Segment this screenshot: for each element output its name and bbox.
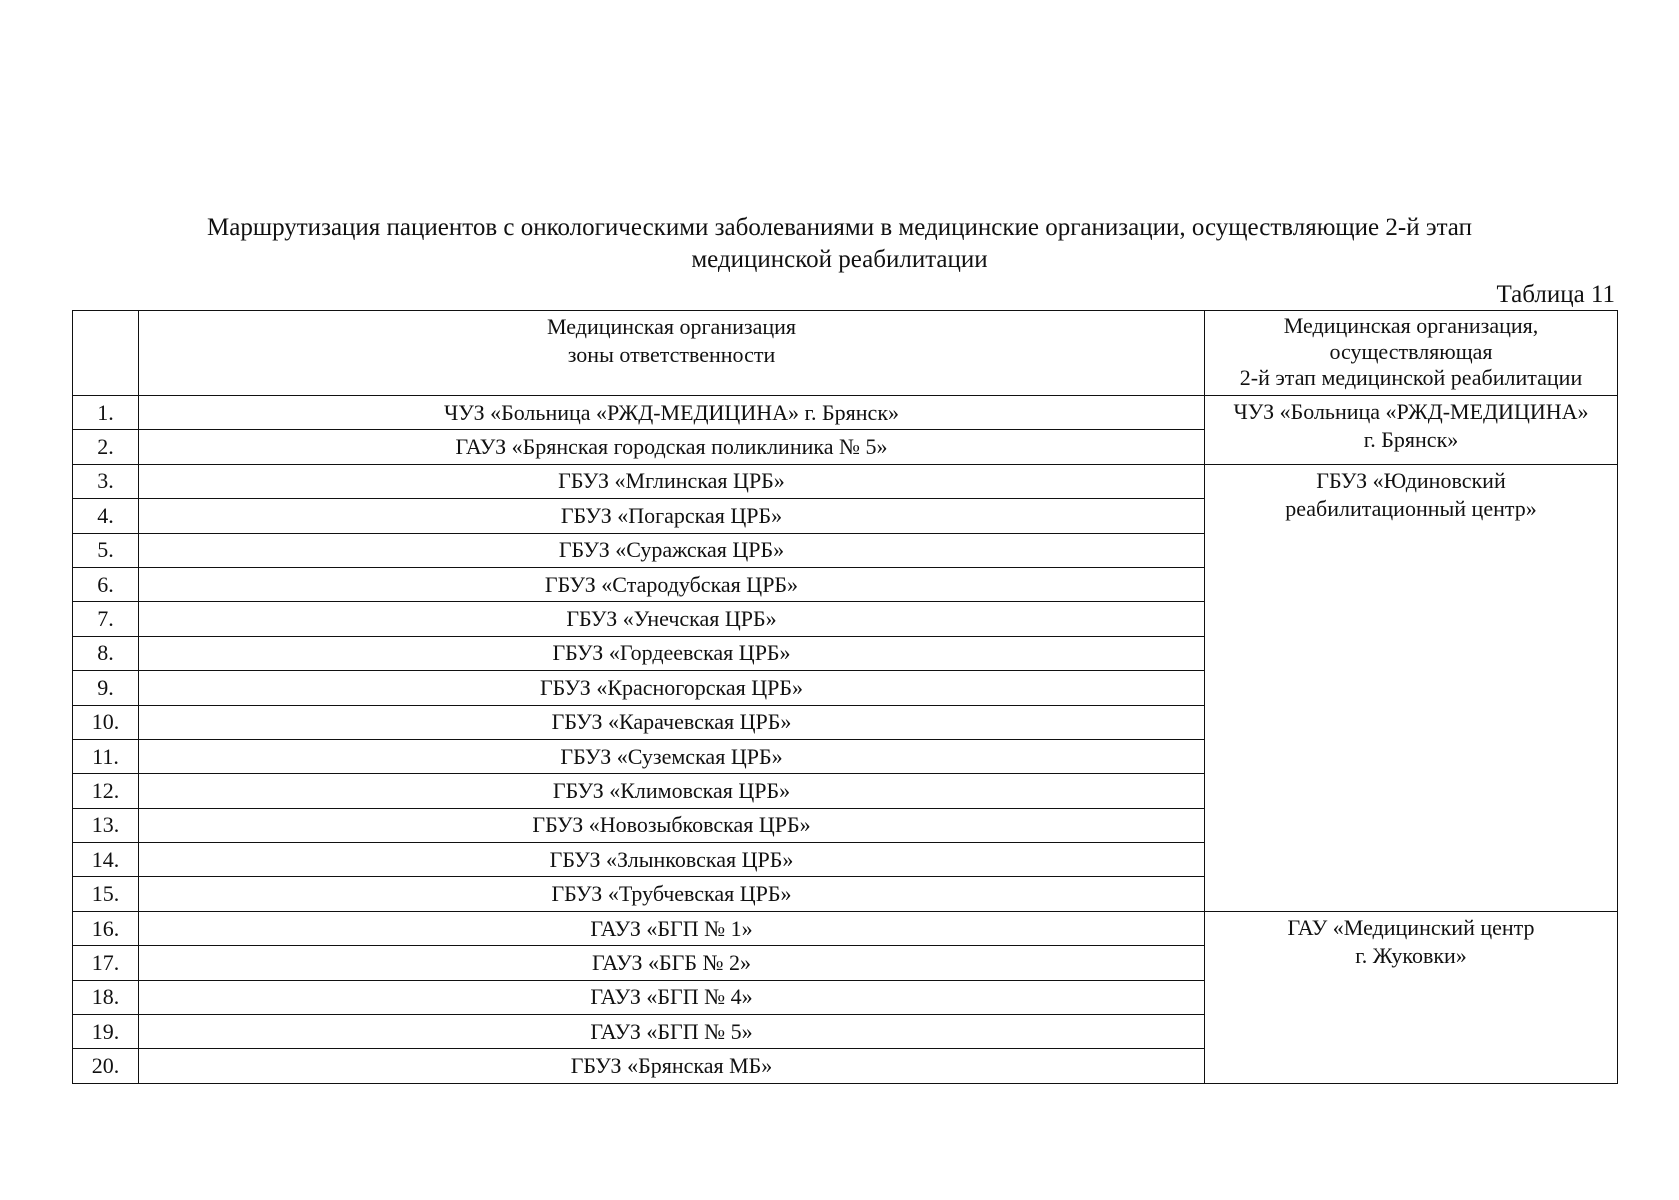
row-number: 12.: [73, 774, 139, 808]
row-number: 16.: [73, 911, 139, 945]
row-number: 14.: [73, 843, 139, 877]
routing-table: [72, 310, 1618, 1084]
header-rehab-line-3: 2-й этап медицинской реабилитации: [1239, 365, 1583, 390]
rehab-organization-yudinovo: [1205, 464, 1618, 911]
rehab-line-1: ГАУ «Медицинский центр: [1287, 914, 1535, 940]
row-organization: ГАУЗ «БГП № 1»: [139, 911, 1205, 945]
row-number: 8.: [73, 636, 139, 670]
rehab-organization-zhukovka: [1205, 911, 1618, 1083]
document-title: [60, 212, 1619, 276]
header-number: [73, 311, 139, 396]
row-organization: ГБУЗ «Суражская ЦРБ»: [139, 533, 1205, 567]
header-rehab-line-1: Медицинская организация,: [1283, 313, 1539, 338]
row-number: 9.: [73, 671, 139, 705]
table-number: Таблица 11: [1496, 281, 1615, 308]
row-number: 5.: [73, 533, 139, 567]
header-zone-organization: [139, 311, 1205, 396]
row-number: 19.: [73, 1015, 139, 1049]
row-organization: ГАУЗ «БГБ № 2»: [139, 946, 1205, 980]
rehab-line-1: ЧУЗ «Больница «РЖД-МЕДИЦИНА»: [1233, 399, 1589, 424]
title-line-2: медицинской реабилитации: [691, 246, 988, 273]
rehab-organization-rzd: [1205, 396, 1618, 465]
title-line-1: Маршрутизация пациентов с онкологическими заболеваниями в медицинские организации, осуществляющие 2-й этап: [207, 214, 1472, 241]
row-number: 10.: [73, 705, 139, 739]
row-number: 3.: [73, 464, 139, 498]
rehab-line-2: г. Брянск»: [1363, 427, 1459, 452]
header-rehab-line-2: осуществляющая: [1329, 339, 1493, 364]
row-organization: ГБУЗ «Брянская МБ»: [139, 1049, 1205, 1083]
table-row: [73, 396, 1618, 430]
rehab-line-2: реабилитационный центр»: [1285, 495, 1537, 521]
row-organization: ГБУЗ «Трубчевская ЦРБ»: [139, 877, 1205, 911]
row-number: 7.: [73, 602, 139, 636]
row-number: 4.: [73, 499, 139, 533]
row-organization: ГБУЗ «Новозыбковская ЦРБ»: [139, 808, 1205, 842]
row-number: 20.: [73, 1049, 139, 1083]
header-zone-line-1: Медицинская организация: [547, 314, 796, 339]
table-row: [73, 464, 1618, 498]
row-organization: ЧУЗ «Больница «РЖД-МЕДИЦИНА» г. Брянск»: [139, 396, 1205, 430]
row-organization: ГБУЗ «Карачевская ЦРБ»: [139, 705, 1205, 739]
row-organization: ГБУЗ «Климовская ЦРБ»: [139, 774, 1205, 808]
row-organization: ГБУЗ «Красногорская ЦРБ»: [139, 671, 1205, 705]
header-rehab-organization: [1205, 311, 1618, 396]
row-organization: ГБУЗ «Унечская ЦРБ»: [139, 602, 1205, 636]
row-number: 18.: [73, 980, 139, 1014]
row-organization: ГБУЗ «Погарская ЦРБ»: [139, 499, 1205, 533]
table-header-row: [73, 311, 1618, 396]
row-number: 15.: [73, 877, 139, 911]
row-organization: ГАУЗ «БГП № 5»: [139, 1015, 1205, 1049]
row-number: 11.: [73, 739, 139, 773]
table-row: [73, 911, 1618, 945]
row-organization: ГБУЗ «Мглинская ЦРБ»: [139, 464, 1205, 498]
row-number: 17.: [73, 946, 139, 980]
row-organization: ГБУЗ «Суземская ЦРБ»: [139, 739, 1205, 773]
row-number: 13.: [73, 808, 139, 842]
rehab-line-1: ГБУЗ «Юдиновский: [1316, 467, 1506, 493]
row-organization: ГАУЗ «БГП № 4»: [139, 980, 1205, 1014]
row-number: 1.: [73, 396, 139, 430]
rehab-line-2: г. Жуковки»: [1355, 942, 1467, 968]
row-organization: ГБУЗ «Злынковская ЦРБ»: [139, 843, 1205, 877]
row-organization: ГАУЗ «Брянская городская поликлиника № 5»: [139, 430, 1205, 464]
header-zone-line-2: зоны ответственности: [567, 342, 776, 367]
row-organization: ГБУЗ «Стародубская ЦРБ»: [139, 567, 1205, 601]
row-number: 2.: [73, 430, 139, 464]
row-number: 6.: [73, 567, 139, 601]
row-organization: ГБУЗ «Гордеевская ЦРБ»: [139, 636, 1205, 670]
